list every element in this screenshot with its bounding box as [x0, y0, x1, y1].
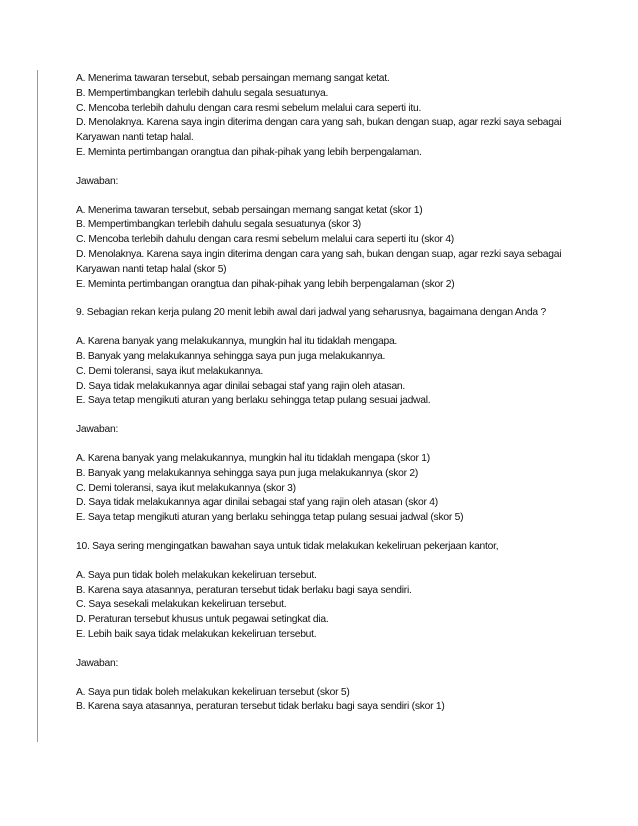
text-line: B. Karena saya atasannya, peraturan tersebut tidak berlaku bagi saya sendiri.	[76, 584, 412, 596]
paragraph	[76, 423, 572, 438]
text-line: C. Mencoba terlebih dahulu dengan cara resmi sebelum melalui cara seperti itu (skor 4)	[76, 234, 454, 246]
paragraph	[76, 72, 572, 161]
text-line: E. Saya tetap mengikuti aturan yang berlaku sehingga tetap pulang sesuai jadwal.	[76, 395, 431, 407]
text-line: D. Menolaknya. Karena saya ingin diterima dengan cara yang sah, bukan dengan suap, agar rezki saya sebagai Karyawan nanti tetap halal (skor 5)	[76, 248, 562, 275]
paragraph-gap	[76, 409, 572, 423]
text-line: E. Meminta pertimbangan orangtua dan pihak-pihak yang lebih berpengalaman.	[76, 146, 422, 158]
paragraph-gap	[76, 555, 572, 569]
text-line: A. Saya pun tidak boleh melakukan kekeliruan tersebut (skor 5)	[76, 686, 350, 698]
paragraph	[76, 335, 572, 409]
text-line: D. Saya tidak melakukannya agar dinilai sebagai staf yang rajin oleh atasan (skor 4)	[76, 497, 438, 509]
text-line: Jawaban:	[76, 657, 119, 669]
text-line: B. Banyak yang melakukannya sehingga saya pun juga melakukannya.	[76, 350, 386, 362]
text-line: A. Saya pun tidak boleh melakukan kekeliruan tersebut.	[76, 569, 317, 581]
text-line: B. Mempertimbangkan terlebih dahulu segala sesuatunya (skor 3)	[76, 219, 361, 231]
paragraph	[76, 686, 572, 716]
text-line: E. Lebih baik saya tidak melakukan kekeliruan tersebut.	[76, 628, 317, 640]
text-line: A. Karena banyak yang melakukannya, mungkin hal itu tidaklah mengapa.	[76, 336, 398, 348]
margin-rule	[37, 70, 38, 742]
text-line: A. Menerima tawaran tersebut, sebab persaingan memang sangat ketat.	[76, 73, 390, 84]
text-line: 10. Saya sering mengingatkan bawahan saya untuk tidak melakukan kekeliruan pekerjaan kantor,	[76, 540, 499, 552]
paragraph-gap	[76, 292, 572, 306]
paragraph-gap	[76, 161, 572, 175]
paragraph	[76, 452, 572, 526]
paragraph-gap	[76, 643, 572, 657]
paragraph	[76, 306, 572, 321]
text-line: E. Meminta pertimbangan orangtua dan pihak-pihak yang lebih berpengalaman (skor 2)	[76, 278, 455, 290]
text-line: C. Demi toleransi, saya ikut melakukannya.	[76, 365, 263, 377]
text-line: A. Karena banyak yang melakukannya, mungkin hal itu tidaklah mengapa (skor 1)	[76, 452, 430, 464]
paragraph	[76, 204, 572, 293]
paragraph-gap	[76, 672, 572, 686]
text-line: Jawaban:	[76, 175, 119, 187]
paragraph-gap	[76, 321, 572, 335]
text-line: B. Banyak yang melakukannya sehingga saya pun juga melakukannya (skor 2)	[76, 467, 419, 479]
text-line: B. Mempertimbangkan terlebih dahulu segala sesuatunya.	[76, 87, 329, 99]
document-body	[76, 72, 572, 715]
text-line: C. Saya sesekali melakukan kekeliruan tersebut.	[76, 599, 287, 611]
text-line: E. Saya tetap mengikuti aturan yang berlaku sehingga tetap pulang sesuai jadwal (skor 5)	[76, 512, 464, 524]
paragraph-gap	[76, 526, 572, 540]
paragraph-gap	[76, 190, 572, 204]
text-line: D. Peraturan tersebut khusus untuk pegawai setingkat dia.	[76, 614, 329, 626]
text-line: A. Menerima tawaran tersebut, sebab persaingan memang sangat ketat (skor 1)	[76, 204, 423, 216]
paragraph	[76, 657, 572, 672]
text-line: Jawaban:	[76, 424, 119, 436]
paragraph	[76, 569, 572, 643]
paragraph	[76, 540, 572, 555]
text-line: C. Mencoba terlebih dahulu dengan cara resmi sebelum melalui cara seperti itu.	[76, 102, 422, 114]
text-line: 9. Sebagian rekan kerja pulang 20 menit lebih awal dari jadwal yang seharusnya, bagaimana dengan Anda ?	[76, 307, 546, 319]
text-line: D. Menolaknya. Karena saya ingin diterima dengan cara yang sah, bukan dengan suap, agar rezki saya sebagai Karyawan nanti tetap halal.	[76, 117, 562, 144]
text-line: D. Saya tidak melakukannya agar dinilai sebagai staf yang rajin oleh atasan.	[76, 380, 406, 392]
text-line: C. Demi toleransi, saya ikut melakukannya (skor 3)	[76, 482, 296, 494]
paragraph-gap	[76, 438, 572, 452]
text-line: B. Karena saya atasannya, peraturan tersebut tidak berlaku bagi saya sendiri (skor 1)	[76, 701, 445, 713]
paragraph	[76, 175, 572, 190]
